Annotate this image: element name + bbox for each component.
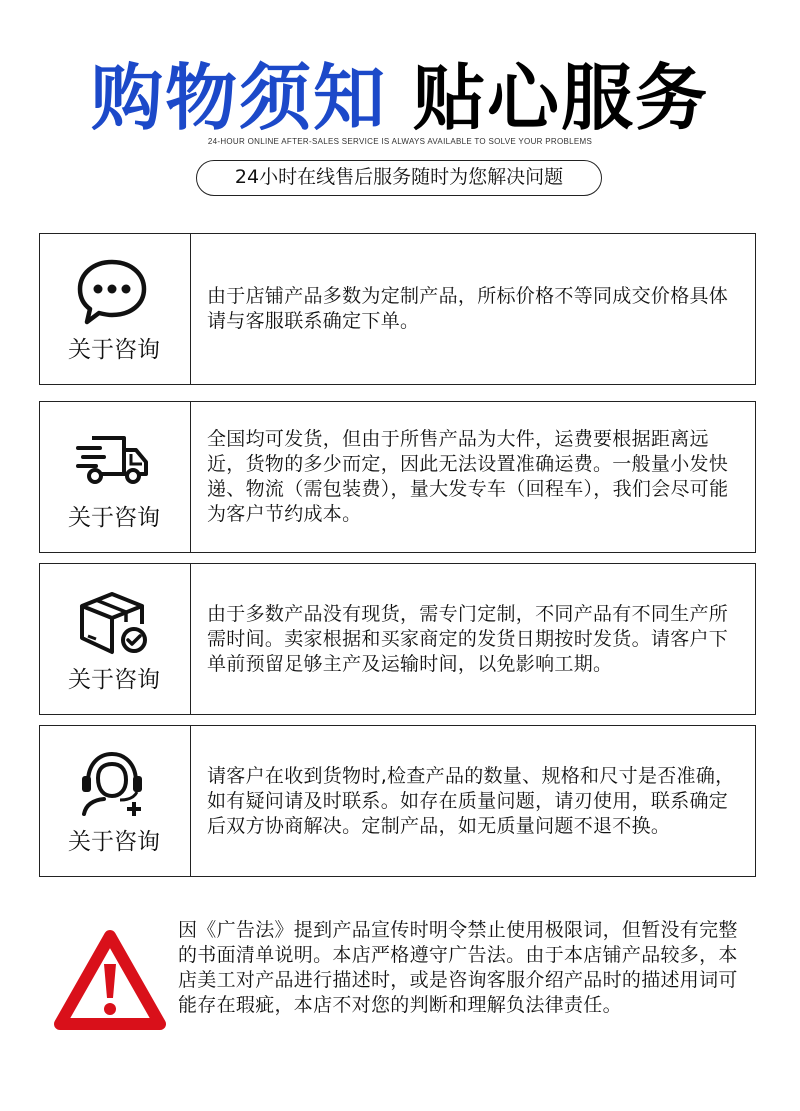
card-text: 全国均可发货，但由于所售产品为大件，运费要根据距离远近，货物的多少而定，因此无法设置准确运费。一般量小发快递、物流（需包装费），量大发专车（回程车），我们会尽可能为客户节约成本。	[207, 428, 729, 525]
card-text: 请客户在收到货物时,检查产品的数量、规格和尺寸是否准确，如有疑问请及时联系。如存在质量问题，请刃使用，联系确定后双方协商解决。定制产品，如无质量问题不退不换。	[207, 764, 735, 837]
card-icon-cell	[40, 726, 191, 876]
customer-service-icon	[74, 748, 150, 818]
page-title	[0, 58, 800, 138]
delivery-truck-icon	[74, 424, 150, 494]
info-card-consult	[39, 233, 756, 385]
card-text-cell	[191, 726, 755, 876]
title-blue-part: 购物须知	[90, 56, 387, 140]
card-icon-cell	[40, 564, 191, 714]
info-card-production	[39, 563, 756, 715]
title-black-part: 贴心服务	[413, 56, 710, 140]
card-label: 关于咨询	[68, 505, 160, 531]
card-text-cell	[191, 402, 755, 552]
card-icon-cell	[40, 234, 191, 384]
card-label: 关于咨询	[68, 337, 160, 363]
card-text: 由于店铺产品多数为定制产品，所标价格不等同成交价格具体请与客服联系确定下单。	[207, 285, 729, 332]
info-card-shipping	[39, 401, 756, 553]
package-check-icon	[74, 586, 150, 656]
service-pill: 24小时在线售后服务随时为您解决问题	[196, 160, 602, 196]
card-text-cell	[191, 234, 755, 384]
card-text: 由于多数产品没有现货，需专门定制，不同产品有不同生产所需时间。卖家根据和买家商定的发货日期按时发货。请客户下单前预留足够主产及运输时间，以免影响工期。	[207, 602, 729, 675]
card-label: 关于咨询	[68, 667, 160, 693]
english-subtitle: 24-HOUR ONLINE AFTER-SALES SERVICE IS ALWAYS AVAILABLE TO SOLVE YOUR PROBLEMS	[207, 137, 593, 146]
info-card-inspection	[39, 725, 756, 877]
notice-text: 因《广告法》提到产品宣传时明令禁止使用极限词，但暂没有完整的书面清单说明。本店严格遵守广告法。由于本店铺产品较多，本店美工对产品进行描述时，或是咨询客服介绍产品时的描述用词可能存在瑕疵，本店不对您的判断和理解负法律责任。	[178, 919, 738, 1016]
card-text-cell	[191, 564, 755, 714]
chat-bubble-icon	[74, 256, 150, 326]
warning-triangle-icon	[52, 926, 168, 1034]
card-label: 关于咨询	[68, 829, 160, 855]
legal-notice	[52, 918, 752, 1078]
card-icon-cell	[40, 402, 191, 552]
